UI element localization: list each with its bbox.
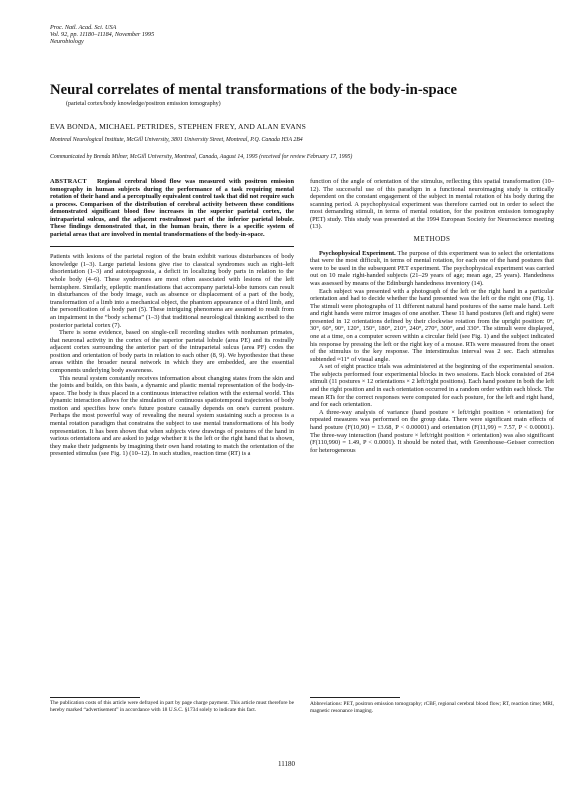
abstract-label: ABSTRACT: [50, 178, 87, 185]
abstract: [50, 178, 294, 239]
article-title: Neural correlates of mental transformations of the body-in-space: [50, 82, 458, 98]
footnote-rule-left: [50, 697, 140, 698]
communicated-by: Communicated by Brenda Milner, McGill University, Montreal, Canada, August 14, 1995 (received for review February 17, 1995): [50, 154, 353, 160]
footnote-rule-right: [310, 697, 400, 698]
journal-header: [50, 24, 154, 46]
intro-paragraph-1: Patients with lesions of the parietal region of the brain exhibit various disturbances of body knowledge (1–3). Large parietal lesions give rise to classical syndromes such as right–left disorientation (1–3) and autotopagnosia, a deficit in localizing body parts in relation to the whole body (4–6). These syndromes are most often associated with lesions of the left hemisphere. Similarly, epileptic manifestations that accompany parietal-lobe tumors can result in disturbances of the body image, such as absence or displacement of a part of the body, transformation of a limb into a mechanical object, the phantom appearance of a third limb, and the personification of a body part (5). These intriguing phenomena are assumed to result from an impairment in the “body schema” (1–3) that traditional neurological thinking ascribed to the posterior parietal cortex (7).: [50, 253, 294, 329]
journal-section: Neurobiology: [50, 38, 84, 46]
journal-volume: Vol. 92, pp. 11180–11184, November 1995: [50, 31, 155, 39]
intro-continuation: function of the angle of orientation of the stimulus, reflecting this spatial transformation (10–12). The successful use of this paradigm in a functional neuroimaging study is critically dependent on the constant engagement of the subject in mental rotation of his body during the scanning period. A psychophysical experiment was therefore carried out in order to select the most demanding stimuli, in terms of mental rotation, for the positron emission tomography (PET) study. This study was presented at the 1994 European Society for Neuroscience meeting (13).: [310, 178, 554, 231]
methods-paragraph-2: Each subject was presented with a photograph of the left or the right hand in a particular orientation and had to decide whether the hand presented was the left or the right one (Fig. 1). The stimuli were photographs of 11 different natural hand postures of the same male hand. Left and right hands were mirror images of one another. These 11 hand postures (left and right) were presented in 12 orientations defined by their clockwise rotation from the upright position: 0°, 30°, 60°, 90°, 120°, 150°, 180°, 210°, 240°, 270°, 300°, and 330°. The stimuli were displayed, one at a time, on a computer screen within a circular field (see Fig. 1) and the subject indicated his response by pressing the left or the right key of a mouse. RTs were measured from the onset of the stimulus to the key response. The interstimulus interval was 2 sec. Each stimulus subtended ≈11° of visual angle.: [310, 287, 554, 363]
intro-paragraph-2: There is some evidence, based on single-cell recording studies with nonhuman primates, that neuronal activity in the cortex of the superior parietal lobule (area PE) and its rostrally adjacent cortex surrounding the anterior part of the intraparietal sulcus (area PF) codes the position and orientation of body parts in relation to each other (8, 9). We hypothesize that these areas within the broader neural network in which they are embedded, are the essential components underlying body awareness.: [50, 329, 294, 374]
left-column: [50, 178, 294, 458]
affiliation: Montreal Neurological Institute, McGill University, 3801 University Street, Montreal, P.Q. Canada H3A 2B4: [50, 137, 303, 143]
methods-heading: METHODS: [413, 235, 451, 244]
footnote-publication-costs: The publication costs of this article were defrayed in part by page charge payment. This article must therefore be hereby marked “advertisement” in accordance with 18 U.S.C. §1734 solely to indicate this fact.: [50, 700, 294, 713]
methods-paragraph-3: A set of eight practice trials was administered at the beginning of the experimental session. The subjects performed four experimental blocks in two sessions. Each block consisted of 264 stimuli (11 postures × 12 orientations × 2 left/right positions). Each hand posture in both the left and the right position and in each orientation occurred in a random order within each block. The mean RTs for the correct responses were computed for each posture, for the left and right hand, and for each orientation.: [310, 363, 554, 409]
footnote-abbreviations: Abbreviations: PET, positron emission tomography; rCBF, regional cerebral blood flow; RT, reaction time; MRI, magnetic resonance imaging.: [310, 701, 554, 714]
intro-paragraph-3: This neural system constantly receives information about changing states from the skin and the joints and builds, on this basis, a dynamic and plastic mental representation of the body-in-space. The body is thus placed in a continuous interactive relation with the external world. This dynamic interaction allows for the simulation of continuous spatiotemporal trajectories of body motion and specifies how one's future posture causally depends on one's current posture. Perhaps the most powerful way of revealing the neural system sustaining such a process is a mental rotation paradigm that constrains the subject to use mental transformations of his body representation. It has been shown that when subjects view drawings of postures of the hand in various orientations and are asked to judge whether it is the left or the right hand that is shown, they make their judgments by imagining their own hand rotating to match the orientation of the presented stimulus (see Fig. 1) (10–12). In such studies, reaction time (RT) is a: [50, 374, 294, 458]
abstract-text: Regional cerebral blood flow was measured with positron emission tomography in human subjects during the performance of a task requiring mental rotation of their hand and a perceptually equivalent control task that did not require such a process. Comparison of the distribution of cerebral activity between these conditions demonstrated significant blood flow increases in the superior parietal cortex, the intraparietal sulcus, and the adjacent rostralmost part of the inferior parietal lobule. These findings demonstrated that, in the human brain, there is a specific system of parietal areas that are involved in mental transformations of the body-in-space.: [50, 178, 294, 239]
methods-paragraph-1: [310, 250, 554, 288]
methods-paragraph-4: A three-way analysis of variance (hand posture × left/right position × orientation) for repeated measures was performed on the group data. There were significant main effects of hand posture (F(10,90) = 13.68, P < 0.00001) and orientation (F(11,99) = 7.57, P < 0.00001). The three-way interaction (hand posture × left/right position × orientation) was also significant (F(110,990) = 1.49, P < 0.0001). It should be noted that, with Greenhouse–Geisser correction for heterogeneous: [310, 408, 554, 454]
methods-p1-text: The purpose of this experiment was to select the orientations that were the most difficult, in terms of mental rotation, for each one of the hand postures that were to be used in the subsequent PET experiment. The psychophysical experiment was carried out on 10 male right-handed subjects (21–29 years of age; mean age, 25 years). Handedness was assessed by means of the Edinburgh handedness inventory (14).: [310, 249, 554, 287]
right-column: [310, 178, 554, 454]
page-number: 11180: [278, 760, 295, 768]
authors: EVA BONDA, MICHAEL PETRIDES, STEPHEN FREY, AND ALAN EVANS: [50, 122, 307, 131]
journal-name: Proc. Natl. Acad. Sci. USA: [50, 24, 117, 31]
keywords: (parietal cortex/body knowledge/positron emission tomography): [66, 101, 221, 107]
methods-run-head: Psychophysical Experiment.: [319, 249, 396, 257]
